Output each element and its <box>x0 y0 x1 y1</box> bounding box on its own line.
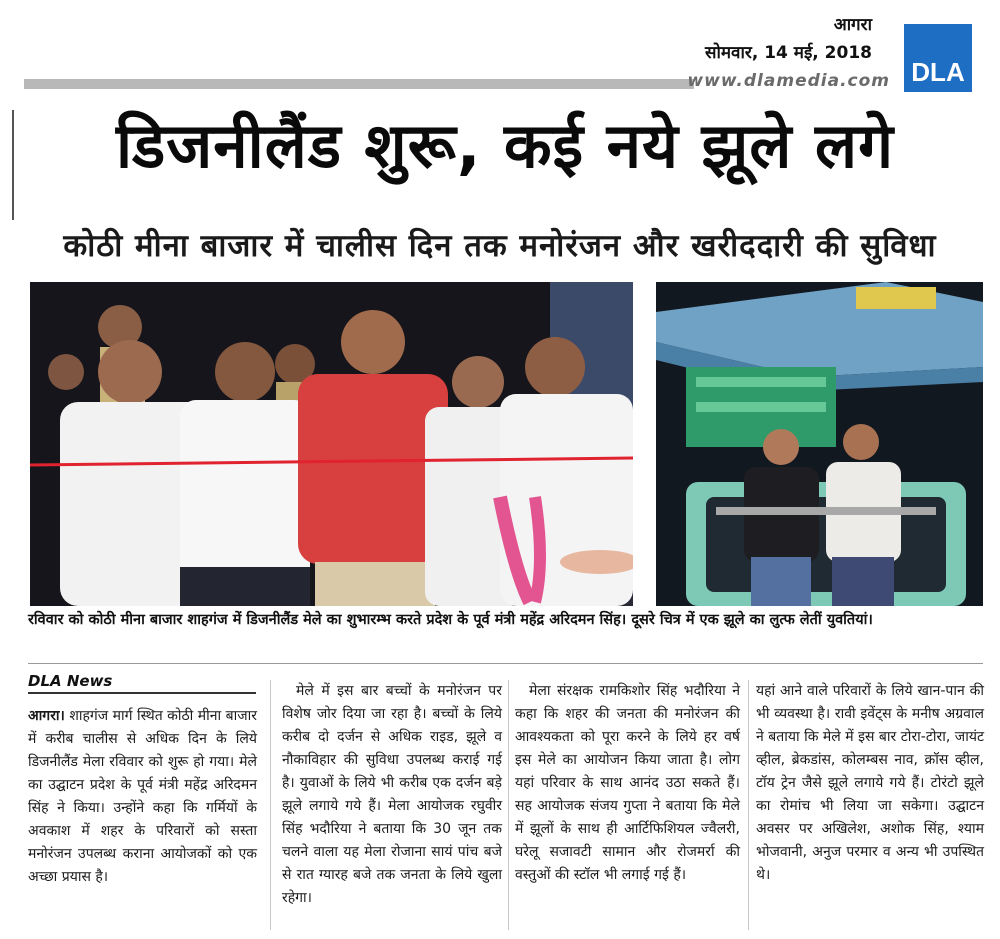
edition-date: सोमवार, 14 मई, 2018 <box>704 43 872 63</box>
dateline: आगरा। <box>28 708 65 724</box>
article-column-2: मेले में इस बार बच्चों के मनोरंजन पर विशेष जोर दिया जा रहा है। बच्चों के लिये करीब दो दर्जन से अधिक राइड, झूले व नौकाविहार की सुविधा उपलब्ध कराई गई है। युवाओं के लिये भी करीब एक दर्जन बड़े झूले लगाये गये हैं। मेला आयोजक रघुवीर सिंह भदौरिया ने बताया कि 30 जून तक चलने वाला यह मेला रोजाना सायं पांच बजे से रात ग्यारह बजे तक जनता के लिये खुला रहेगा। <box>282 683 502 906</box>
website-url: www.dlamedia.com <box>687 71 890 91</box>
headline: डिजनीलैंड शुरू, कई नये झूले लगे <box>116 109 894 182</box>
article-text-1: शाहगंज मार्ग स्थित कोठी मीना बाजार में करीब चालीस से अधिक दिन के लिये डिजनीलैंड मेला रविवार को शुरू हो गया। मेले का उद्घाटन प्रदेश के पूर्व मंत्री महेंद्र अरिदमन सिंह ने किया। उन्होंने कहा कि गर्मियों के अवकाश में शहर के परिवारों को सस्ता मनोरंजन उपलब्ध कराना आयोजकों को एक अच्छा प्रयास है। <box>28 708 257 885</box>
edition-city: आगरा <box>833 15 872 35</box>
ride-photo <box>656 282 983 606</box>
caption-rule <box>28 663 983 664</box>
column-divider <box>270 680 271 930</box>
photo-caption: रविवार को कोठी मीना बाजार शाहगंज में डिजनीलैंड मेले का शुभारम्भ करते प्रदेश के पूर्व मंत्री महेंद्र अरिदमन सिंह। दूसरे चित्र में एक झूले का लुत्फ लेतीं युवतियां। <box>28 612 873 628</box>
byline: DLA News <box>28 672 113 690</box>
article-column-4: यहां आने वाले परिवारों के लिये खान-पान की भी व्यवस्था है। रावी इवेंट्स के मनीष अग्रवाल ने बताया कि मेले में इस बार टोरा-टोरा, जायंट व्हील, ब्रेकडांस, कोलम्बस नाव, क्रॉस व्हील, टॉय ट्रेन जैसे झूले लगाये गये हैं। टोरंटो झूले का रोमांच भी लिया जा सकेगा। उद्घाटन अवसर पर अखिलेश, अशोक सिंह, श्याम भोजवानी, अनुज परमार व अन्य भी उपस्थित थे। <box>756 683 984 883</box>
masthead-rule <box>24 79 694 89</box>
article-column-1 <box>28 705 257 889</box>
column-divider <box>748 680 749 930</box>
dla-logo: DLA <box>904 24 972 92</box>
byline-rule <box>28 692 256 694</box>
article-column-3: मेला संरक्षक रामकिशोर सिंह भदौरिया ने कहा कि शहर की जनता की मनोरंजन की आवश्यकता को पूरा करने के लिये हर वर्ष इस मेले का आयोजन किया जाता है। लोग यहां परिवार के साथ आनंद उठा सकते हैं। सह आयोजक संजय गुप्ता ने बताया कि मेले में झूलों के साथ ही आर्टिफिशियल ज्वैलरी, घरेलू सजावटी सामान और रोजमर्रा की वस्तुओं की स्टॉल भी लगाई गई हैं। <box>515 683 740 883</box>
left-margin-rule <box>12 110 14 220</box>
inauguration-photo <box>30 282 633 606</box>
column-divider <box>508 680 509 930</box>
subheadline: कोठी मीना बाजार में चालीस दिन तक मनोरंजन और खरीददारी की सुविधा <box>63 228 937 264</box>
